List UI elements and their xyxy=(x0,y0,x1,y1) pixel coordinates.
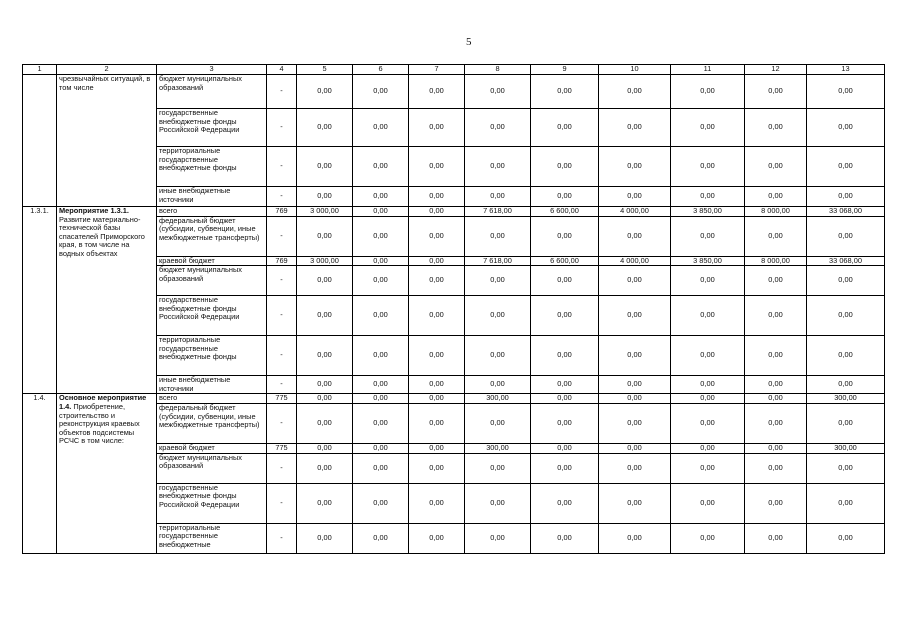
value-cell: 0,00 xyxy=(465,483,531,523)
value-cell: 0,00 xyxy=(745,187,807,207)
value-cell: 0,00 xyxy=(465,336,531,376)
value-cell: 0,00 xyxy=(807,376,885,394)
value-cell: 0,00 xyxy=(531,483,599,523)
value-cell: 0,00 xyxy=(531,109,599,147)
value-cell: 7 618,00 xyxy=(465,207,531,217)
value-cell: 0,00 xyxy=(353,483,409,523)
column-header: 11 xyxy=(671,65,745,75)
value-cell: 0,00 xyxy=(409,336,465,376)
value-cell: 0,00 xyxy=(531,453,599,483)
column-header: 5 xyxy=(297,65,353,75)
value-cell: 0,00 xyxy=(409,453,465,483)
value-cell: 0,00 xyxy=(297,523,353,553)
value-cell: 0,00 xyxy=(353,187,409,207)
value-cell: 0,00 xyxy=(297,147,353,187)
value-cell: 0,00 xyxy=(745,376,807,394)
value-cell: 4 000,00 xyxy=(599,256,671,266)
funding-source: территориальные государственные внебюджетные xyxy=(157,523,267,553)
value-cell: 0,00 xyxy=(807,453,885,483)
funding-source: всего xyxy=(157,207,267,217)
value-cell: 300,00 xyxy=(807,443,885,453)
value-cell: 0,00 xyxy=(745,443,807,453)
funding-source: бюджет муниципальных образований xyxy=(157,75,267,109)
value-cell: 0,00 xyxy=(745,75,807,109)
value-cell: 0,00 xyxy=(599,266,671,296)
value-cell: 0,00 xyxy=(745,147,807,187)
value-cell: 7 618,00 xyxy=(465,256,531,266)
value-cell: 0,00 xyxy=(745,394,807,404)
value-cell: 0,00 xyxy=(353,266,409,296)
value-cell: 0,00 xyxy=(671,376,745,394)
column-header: 3 xyxy=(157,65,267,75)
funding-source: бюджет муниципальных образований xyxy=(157,266,267,296)
value-cell: 0,00 xyxy=(531,376,599,394)
value-cell: - xyxy=(267,147,297,187)
value-cell: 0,00 xyxy=(671,147,745,187)
value-cell: 0,00 xyxy=(465,216,531,256)
value-cell: - xyxy=(267,216,297,256)
table-row xyxy=(23,394,885,404)
value-cell: 0,00 xyxy=(671,216,745,256)
value-cell: 0,00 xyxy=(531,403,599,443)
value-cell: 0,00 xyxy=(353,403,409,443)
item-code xyxy=(23,75,57,207)
budget-table xyxy=(22,64,885,554)
value-cell: 3 850,00 xyxy=(671,256,745,266)
value-cell: 0,00 xyxy=(807,483,885,523)
item-description: чрезвычайных ситуаций, в том числе xyxy=(59,74,151,92)
value-cell: 0,00 xyxy=(671,443,745,453)
value-cell: 0,00 xyxy=(807,147,885,187)
value-cell: 0,00 xyxy=(745,453,807,483)
value-cell: 0,00 xyxy=(409,187,465,207)
value-cell: 0,00 xyxy=(599,336,671,376)
value-cell: 0,00 xyxy=(745,296,807,336)
value-cell: 0,00 xyxy=(599,523,671,553)
column-header: 2 xyxy=(57,65,157,75)
item-name xyxy=(57,207,157,394)
value-cell: 0,00 xyxy=(599,483,671,523)
value-cell: - xyxy=(267,75,297,109)
value-cell: 0,00 xyxy=(353,109,409,147)
value-cell: 0,00 xyxy=(297,483,353,523)
value-cell: - xyxy=(267,523,297,553)
value-cell: 0,00 xyxy=(745,483,807,523)
item-description: Приобретение, строительство и реконструкция краевых объектов подсистемы РСЧС в том числе: xyxy=(59,401,140,446)
value-cell: 0,00 xyxy=(297,216,353,256)
value-cell: 0,00 xyxy=(671,109,745,147)
value-cell: 0,00 xyxy=(409,483,465,523)
value-cell: 769 xyxy=(267,256,297,266)
value-cell: 0,00 xyxy=(807,336,885,376)
value-cell: 0,00 xyxy=(409,394,465,404)
value-cell: 0,00 xyxy=(297,453,353,483)
funding-source: иные внебюджетные источники xyxy=(157,376,267,394)
item-name xyxy=(57,394,157,553)
value-cell: 0,00 xyxy=(745,266,807,296)
value-cell: 3 000,00 xyxy=(297,256,353,266)
value-cell: 0,00 xyxy=(807,403,885,443)
value-cell: 33 068,00 xyxy=(807,256,885,266)
value-cell: 0,00 xyxy=(353,147,409,187)
value-cell: 0,00 xyxy=(807,216,885,256)
column-header: 8 xyxy=(465,65,531,75)
value-cell: - xyxy=(267,296,297,336)
value-cell: 8 000,00 xyxy=(745,207,807,217)
value-cell: 0,00 xyxy=(531,336,599,376)
value-cell: 0,00 xyxy=(599,453,671,483)
funding-source: бюджет муниципальных образований xyxy=(157,453,267,483)
value-cell: 0,00 xyxy=(465,296,531,336)
column-header: 13 xyxy=(807,65,885,75)
value-cell: 0,00 xyxy=(807,266,885,296)
funding-source: территориальные государственные внебюджетные фонды xyxy=(157,336,267,376)
value-cell: 0,00 xyxy=(353,256,409,266)
value-cell: 0,00 xyxy=(531,523,599,553)
funding-source: государственные внебюджетные фонды Российской Федерации xyxy=(157,483,267,523)
value-cell: - xyxy=(267,403,297,443)
value-cell: 0,00 xyxy=(297,394,353,404)
value-cell: 0,00 xyxy=(599,394,671,404)
value-cell: 0,00 xyxy=(745,336,807,376)
value-cell: 0,00 xyxy=(409,207,465,217)
value-cell: 0,00 xyxy=(409,266,465,296)
value-cell: 0,00 xyxy=(531,216,599,256)
value-cell: 33 068,00 xyxy=(807,207,885,217)
funding-source: территориальные государственные внебюджетные фонды xyxy=(157,147,267,187)
value-cell: 0,00 xyxy=(599,376,671,394)
value-cell: 6 600,00 xyxy=(531,256,599,266)
value-cell: 0,00 xyxy=(807,187,885,207)
item-title: Основное мероприятие 1.4. xyxy=(59,393,147,411)
table-row xyxy=(23,207,885,217)
value-cell: 0,00 xyxy=(531,187,599,207)
value-cell: 0,00 xyxy=(671,523,745,553)
funding-source: государственные внебюджетные фонды Российской Федерации xyxy=(157,296,267,336)
value-cell: - xyxy=(267,109,297,147)
value-cell: 0,00 xyxy=(465,266,531,296)
value-cell: 0,00 xyxy=(409,147,465,187)
value-cell: 775 xyxy=(267,443,297,453)
value-cell: 0,00 xyxy=(671,187,745,207)
funding-source: иные внебюджетные источники xyxy=(157,187,267,207)
value-cell: 0,00 xyxy=(353,75,409,109)
value-cell: 0,00 xyxy=(409,296,465,336)
value-cell: 3 850,00 xyxy=(671,207,745,217)
value-cell: 300,00 xyxy=(807,394,885,404)
value-cell: 0,00 xyxy=(599,147,671,187)
value-cell: 0,00 xyxy=(671,394,745,404)
value-cell: - xyxy=(267,266,297,296)
value-cell: 0,00 xyxy=(531,443,599,453)
value-cell: 0,00 xyxy=(807,75,885,109)
value-cell: 0,00 xyxy=(353,394,409,404)
value-cell: 0,00 xyxy=(297,266,353,296)
value-cell: 0,00 xyxy=(353,336,409,376)
funding-source: краевой бюджет xyxy=(157,443,267,453)
value-cell: 0,00 xyxy=(465,403,531,443)
item-code: 1.3.1. xyxy=(23,207,57,394)
header-row xyxy=(23,65,885,75)
funding-source: федеральный бюджет (субсидии, субвенции, иные межбюджетные трансферты) xyxy=(157,216,267,256)
value-cell: 0,00 xyxy=(599,216,671,256)
value-cell: 0,00 xyxy=(297,443,353,453)
table-row xyxy=(23,75,885,109)
funding-source: федеральный бюджет (субсидии, субвенции, иные межбюджетные трансферты) xyxy=(157,403,267,443)
value-cell: 0,00 xyxy=(599,75,671,109)
column-header: 10 xyxy=(599,65,671,75)
value-cell: 0,00 xyxy=(409,376,465,394)
value-cell: 0,00 xyxy=(409,403,465,443)
value-cell: 0,00 xyxy=(671,266,745,296)
value-cell: 0,00 xyxy=(409,256,465,266)
value-cell: 3 000,00 xyxy=(297,207,353,217)
value-cell: 0,00 xyxy=(531,266,599,296)
value-cell: 0,00 xyxy=(353,376,409,394)
value-cell: 0,00 xyxy=(671,483,745,523)
column-header: 12 xyxy=(745,65,807,75)
funding-source: краевой бюджет xyxy=(157,256,267,266)
value-cell: 0,00 xyxy=(353,523,409,553)
funding-source: всего xyxy=(157,394,267,404)
value-cell: 0,00 xyxy=(409,216,465,256)
value-cell: 0,00 xyxy=(599,443,671,453)
value-cell: 0,00 xyxy=(353,443,409,453)
value-cell: 0,00 xyxy=(531,296,599,336)
column-header: 9 xyxy=(531,65,599,75)
value-cell: 0,00 xyxy=(465,109,531,147)
value-cell: 0,00 xyxy=(297,403,353,443)
value-cell: 300,00 xyxy=(465,394,531,404)
item-title: Мероприятие 1.3.1. xyxy=(59,206,129,215)
value-cell: 0,00 xyxy=(409,523,465,553)
value-cell: 0,00 xyxy=(745,523,807,553)
value-cell: 300,00 xyxy=(465,443,531,453)
value-cell: 0,00 xyxy=(409,75,465,109)
value-cell: 0,00 xyxy=(531,147,599,187)
value-cell: 0,00 xyxy=(807,523,885,553)
value-cell: 0,00 xyxy=(353,296,409,336)
value-cell: 0,00 xyxy=(297,75,353,109)
value-cell: 769 xyxy=(267,207,297,217)
value-cell: 0,00 xyxy=(807,296,885,336)
value-cell: 0,00 xyxy=(599,296,671,336)
value-cell: - xyxy=(267,187,297,207)
value-cell: 775 xyxy=(267,394,297,404)
value-cell: 0,00 xyxy=(671,336,745,376)
item-description: Развитие материально-технической базы спасателей Приморского края, в том числе на водных объектах xyxy=(59,214,145,258)
value-cell: 0,00 xyxy=(671,75,745,109)
value-cell: - xyxy=(267,376,297,394)
column-header: 1 xyxy=(23,65,57,75)
value-cell: 0,00 xyxy=(599,109,671,147)
value-cell: 0,00 xyxy=(465,376,531,394)
value-cell: 0,00 xyxy=(807,109,885,147)
value-cell: 0,00 xyxy=(599,403,671,443)
value-cell: 0,00 xyxy=(599,187,671,207)
value-cell: 0,00 xyxy=(465,523,531,553)
value-cell: 0,00 xyxy=(353,216,409,256)
value-cell: 8 000,00 xyxy=(745,256,807,266)
value-cell: 0,00 xyxy=(297,376,353,394)
value-cell: 0,00 xyxy=(671,296,745,336)
value-cell: - xyxy=(267,336,297,376)
value-cell: 0,00 xyxy=(465,453,531,483)
value-cell: 4 000,00 xyxy=(599,207,671,217)
column-header: 4 xyxy=(267,65,297,75)
value-cell: 0,00 xyxy=(745,109,807,147)
value-cell: 0,00 xyxy=(409,109,465,147)
page-number: 5 xyxy=(466,36,472,48)
column-header: 6 xyxy=(353,65,409,75)
value-cell: 0,00 xyxy=(671,453,745,483)
value-cell: 0,00 xyxy=(531,394,599,404)
funding-source: государственные внебюджетные фонды Российской Федерации xyxy=(157,109,267,147)
value-cell: 0,00 xyxy=(745,403,807,443)
item-code: 1.4. xyxy=(23,394,57,553)
value-cell: 0,00 xyxy=(465,187,531,207)
value-cell: - xyxy=(267,483,297,523)
value-cell: 0,00 xyxy=(297,336,353,376)
value-cell: 0,00 xyxy=(297,109,353,147)
value-cell: 0,00 xyxy=(465,75,531,109)
table-body xyxy=(23,75,885,554)
value-cell: 0,00 xyxy=(297,296,353,336)
value-cell: 0,00 xyxy=(353,453,409,483)
value-cell: 0,00 xyxy=(297,187,353,207)
value-cell: 0,00 xyxy=(465,147,531,187)
value-cell: 0,00 xyxy=(409,443,465,453)
value-cell: - xyxy=(267,453,297,483)
value-cell: 0,00 xyxy=(531,75,599,109)
column-header: 7 xyxy=(409,65,465,75)
value-cell: 6 600,00 xyxy=(531,207,599,217)
value-cell: 0,00 xyxy=(353,207,409,217)
value-cell: 0,00 xyxy=(671,403,745,443)
item-name xyxy=(57,75,157,207)
value-cell: 0,00 xyxy=(745,216,807,256)
